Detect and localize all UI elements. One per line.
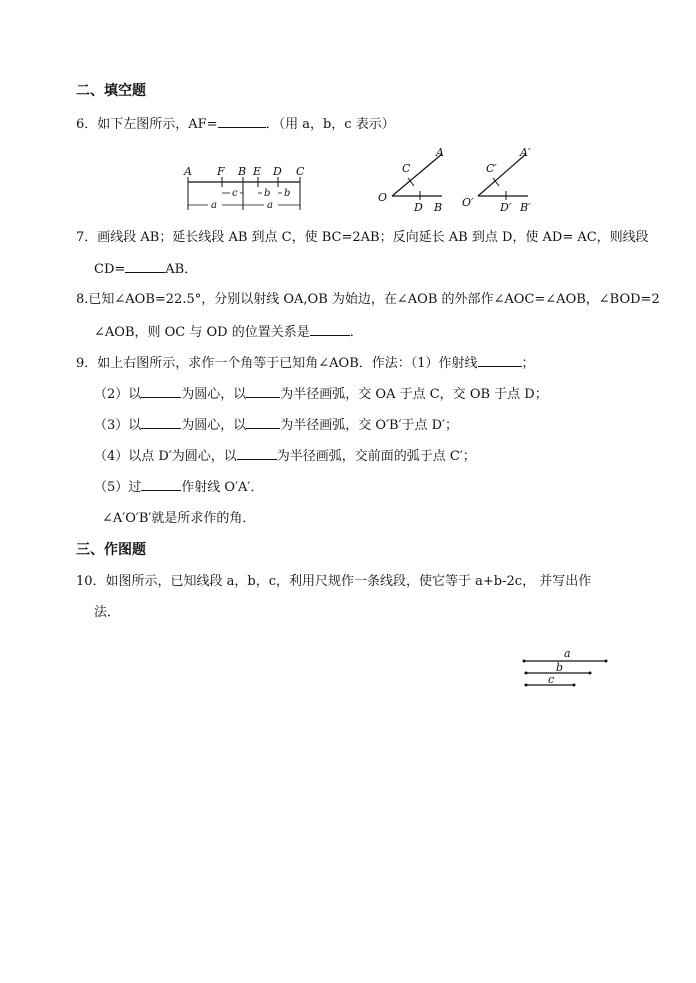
- q9-step3-a: （3）以: [94, 418, 142, 433]
- q9-step5-a: （5）过: [94, 480, 142, 495]
- question-10-line1: 10．如图所示，已知线段 a，b，c，利用尺规作一条线段，使它等于 a+b-2c， 并写出作: [76, 574, 592, 589]
- q7-text-suffix: AB．: [165, 262, 198, 277]
- label-b2: b: [284, 188, 291, 199]
- segment-a-start: [523, 660, 526, 663]
- q9-step2-b: 为圆心，以: [181, 387, 247, 402]
- section-title-construction: 三、作图题: [76, 542, 146, 558]
- label-A: A: [436, 146, 444, 159]
- segment-figure: [180, 165, 310, 213]
- label-O-prime: O′: [462, 196, 474, 209]
- question-6: [76, 115, 395, 134]
- question-7-line1: 7．画线段 AB；延长线段 AB 到点 C，使 BC=2AB；反向延长 AB 到点 D，使 AD= AC，则线段: [76, 230, 649, 245]
- label-B: B: [238, 165, 247, 178]
- label-D: D: [414, 201, 423, 214]
- section-title-fill-blank: 二、填空题: [76, 83, 146, 99]
- q6-text: 6．如下左图所示，AF=: [76, 117, 218, 132]
- question-10-line2: 法．: [94, 605, 121, 620]
- question-9-step4: [94, 447, 476, 466]
- q9-step2-c: 为半径画弧，交 OA 于点 C，交 OB 于点 D；: [280, 387, 548, 402]
- q9-step3-c: 为半径画弧，交 O′B′于点 D′；: [280, 418, 459, 433]
- label-F: F: [217, 165, 225, 178]
- label-c: c: [548, 673, 555, 686]
- label-C: C: [402, 162, 411, 175]
- angle-aob-figure: [376, 146, 456, 216]
- label-O: O: [378, 191, 388, 204]
- label-D-prime: D′: [500, 201, 512, 214]
- question-8-line1: 8.已知∠AOB=22.5°，分别以射线 OA,OB 为始边，在∠AOB 的外部作∠AOC=∠AOB，∠BOD=2: [76, 292, 660, 307]
- q9-text-suffix: ；: [521, 356, 535, 371]
- angle-a-prime-o-prime-b-prime-figure: [460, 146, 540, 216]
- q9-step5-b: 作射线 O′A′．: [181, 480, 264, 495]
- q9-step4-a: （4）以点 D′为圆心，以: [94, 449, 237, 464]
- q9-text: 9．如上右图所示，求作一个角等于已知角∠AOB．作法：（1）作射线: [76, 356, 478, 371]
- label-B: B: [434, 201, 443, 214]
- label-B-prime: B′: [520, 201, 531, 214]
- label-D: D: [273, 165, 282, 178]
- label-a1: a: [211, 200, 217, 211]
- ray-O'A': [478, 154, 526, 196]
- q9-step2-blank2[interactable]: [246, 385, 280, 398]
- q7-answer-blank[interactable]: [125, 260, 165, 273]
- question-9-step5: [94, 478, 263, 497]
- segment-a-end: [605, 660, 608, 663]
- segment-b-start: [525, 672, 528, 675]
- label-c: c: [232, 188, 238, 199]
- q8-text-suffix: ．: [349, 325, 363, 340]
- q9-step1-blank[interactable]: [478, 354, 522, 367]
- segment-b-end: [589, 672, 592, 675]
- q9-step2-blank1[interactable]: [141, 385, 181, 398]
- label-a: a: [564, 647, 571, 660]
- label-b: b: [556, 661, 564, 674]
- label-C: C: [296, 165, 305, 178]
- q9-step3-b: 为圆心，以: [181, 418, 247, 433]
- q6-text-suffix: ．（用 a，b，c 表示）: [265, 117, 395, 132]
- question-9-step2: [94, 385, 548, 404]
- question-7-line2: [94, 260, 197, 279]
- label-C-prime: C′: [486, 162, 497, 175]
- ray-OA: [392, 154, 442, 196]
- question-9-conclusion: ∠A′O′B′就是所求作的角．: [102, 511, 256, 526]
- q9-step4-blank[interactable]: [237, 447, 277, 460]
- label-E: E: [253, 165, 262, 178]
- q9-step3-blank2[interactable]: [246, 416, 280, 429]
- question-9-step3: [94, 416, 458, 435]
- question-9-line1: [76, 354, 535, 373]
- segment-c-start: [525, 684, 528, 687]
- q6-answer-blank[interactable]: [218, 115, 266, 128]
- label-b1: b: [264, 188, 271, 199]
- q8-text: ∠AOB，则 OC 与 OD 的位置关系是: [94, 325, 310, 340]
- q9-step3-blank1[interactable]: [141, 416, 181, 429]
- q7-text: CD=: [94, 262, 126, 277]
- label-A-prime: A′: [520, 146, 531, 159]
- q9-step2-a: （2）以: [94, 387, 142, 402]
- question-8-line2: [94, 323, 363, 342]
- segment-c-end: [573, 684, 576, 687]
- q8-answer-blank[interactable]: [310, 323, 350, 336]
- segments-abc-figure: [518, 644, 618, 694]
- label-A: A: [184, 165, 192, 178]
- q9-step5-blank[interactable]: [141, 478, 181, 491]
- label-a2: a: [267, 200, 273, 211]
- q9-step4-b: 为半径画弧，交前面的弧于点 C′；: [276, 449, 476, 464]
